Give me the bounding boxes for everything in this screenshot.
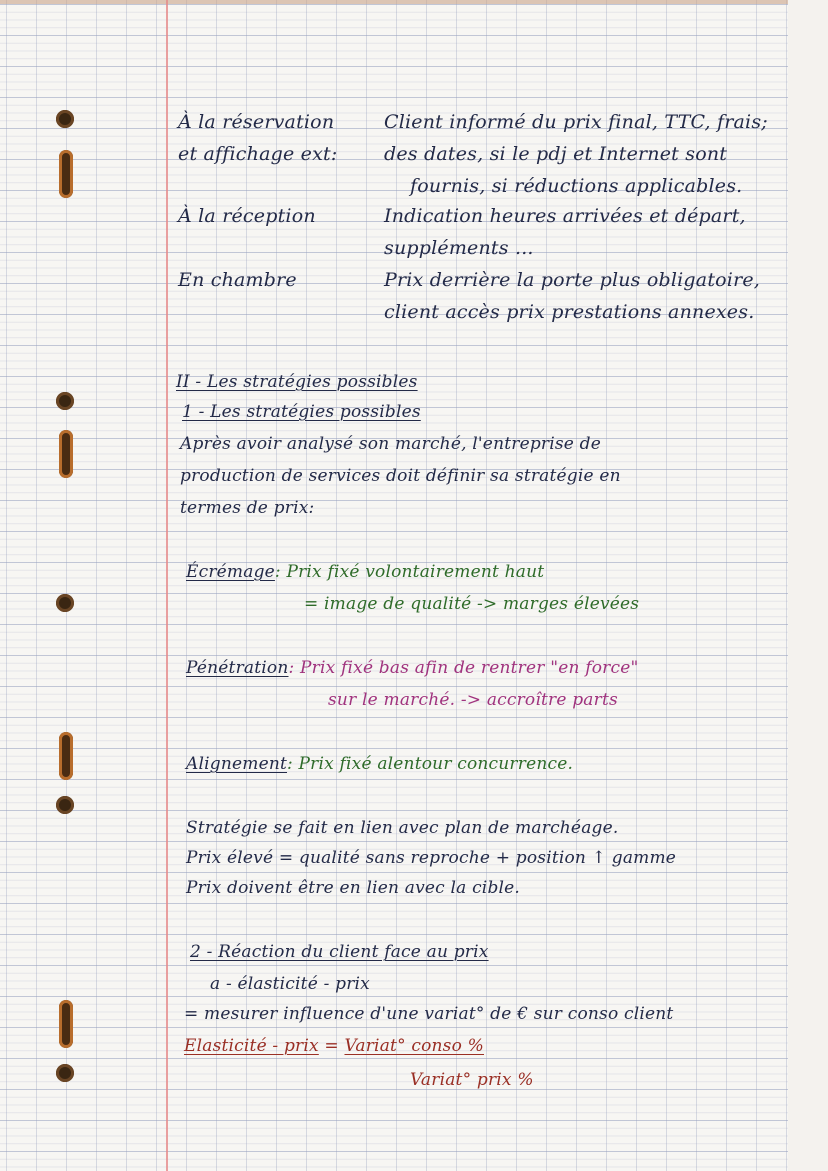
- formula-denominator: Variat° prix %: [410, 1070, 534, 1090]
- strategy-penetration: [186, 658, 639, 678]
- table-right-text: Indication heures arrivées et départ,: [384, 205, 746, 227]
- page-top-edge: [0, 0, 828, 4]
- strategy-ecremage: [186, 562, 544, 582]
- table-right-text: suppléments ...: [384, 237, 534, 259]
- binder-hole: [56, 796, 74, 814]
- strategy-desc: : Prix fixé alentour concurrence.: [287, 754, 574, 774]
- formula-label: Elasticité - prix: [184, 1036, 319, 1056]
- binder-slot: [59, 430, 73, 478]
- formula: [184, 1036, 484, 1056]
- subsection-title: 1 - Les stratégies possibles: [182, 402, 421, 422]
- table-left-label: et affichage ext:: [178, 143, 338, 165]
- binder-slot: [59, 1000, 73, 1048]
- table-right-text: Prix derrière la porte plus obligatoire,: [384, 269, 761, 291]
- table-left-label: À la réception: [178, 205, 316, 227]
- table-left-label: En chambre: [178, 269, 297, 291]
- strategy-desc: : Prix fixé volontairement haut: [274, 562, 545, 582]
- binder-hole: [56, 594, 74, 612]
- page-right-edge: [788, 0, 828, 1171]
- strategy-label: Alignement: [186, 754, 288, 774]
- binder-hole: [56, 110, 74, 128]
- note-line: Prix doivent être en lien avec la cible.: [186, 878, 521, 898]
- strategy-label: Écrémage: [186, 562, 275, 582]
- table-right-text: client accès prix prestations annexes.: [384, 301, 755, 323]
- binder-slot: [59, 732, 73, 780]
- strategy-desc: = image de qualité -> marges élevées: [304, 594, 640, 614]
- table-right-text: Client informé du prix final, TTC, frais;: [384, 111, 768, 133]
- margin-line: [166, 0, 168, 1171]
- formula-equals: =: [324, 1036, 339, 1056]
- strategy-alignement: [186, 754, 573, 774]
- definition-line: = mesurer influence d'une variat° de € sur conso client: [184, 1004, 674, 1024]
- binder-slot: [59, 150, 73, 198]
- formula-numerator: Variat° conso %: [344, 1036, 484, 1056]
- binder-hole: [56, 1064, 74, 1082]
- note-line: Prix élevé = qualité sans reproche + position ↑ gamme: [186, 848, 677, 868]
- table-right-text: des dates, si le pdj et Internet sont: [384, 143, 728, 165]
- paragraph-line: production de services doit définir sa stratégie en: [180, 466, 621, 486]
- table-right-text: fournis, si réductions applicables.: [410, 175, 743, 197]
- strategy-desc: sur le marché. -> accroître parts: [328, 690, 618, 710]
- note-line: Stratégie se fait en lien avec plan de marchéage.: [186, 818, 619, 838]
- table-left-label: À la réservation: [178, 111, 335, 133]
- section-title: II - Les stratégies possibles: [176, 372, 418, 392]
- section-title: 2 - Réaction du client face au prix: [190, 942, 489, 962]
- paragraph-line: termes de prix:: [180, 498, 315, 518]
- binder-hole: [56, 392, 74, 410]
- paragraph-line: Après avoir analysé son marché, l'entreprise de: [180, 434, 602, 454]
- subsection-title: a - élasticité - prix: [210, 974, 370, 994]
- strategy-label: Pénétration: [186, 658, 289, 678]
- strategy-desc: : Prix fixé bas afin de rentrer "en force": [288, 658, 639, 678]
